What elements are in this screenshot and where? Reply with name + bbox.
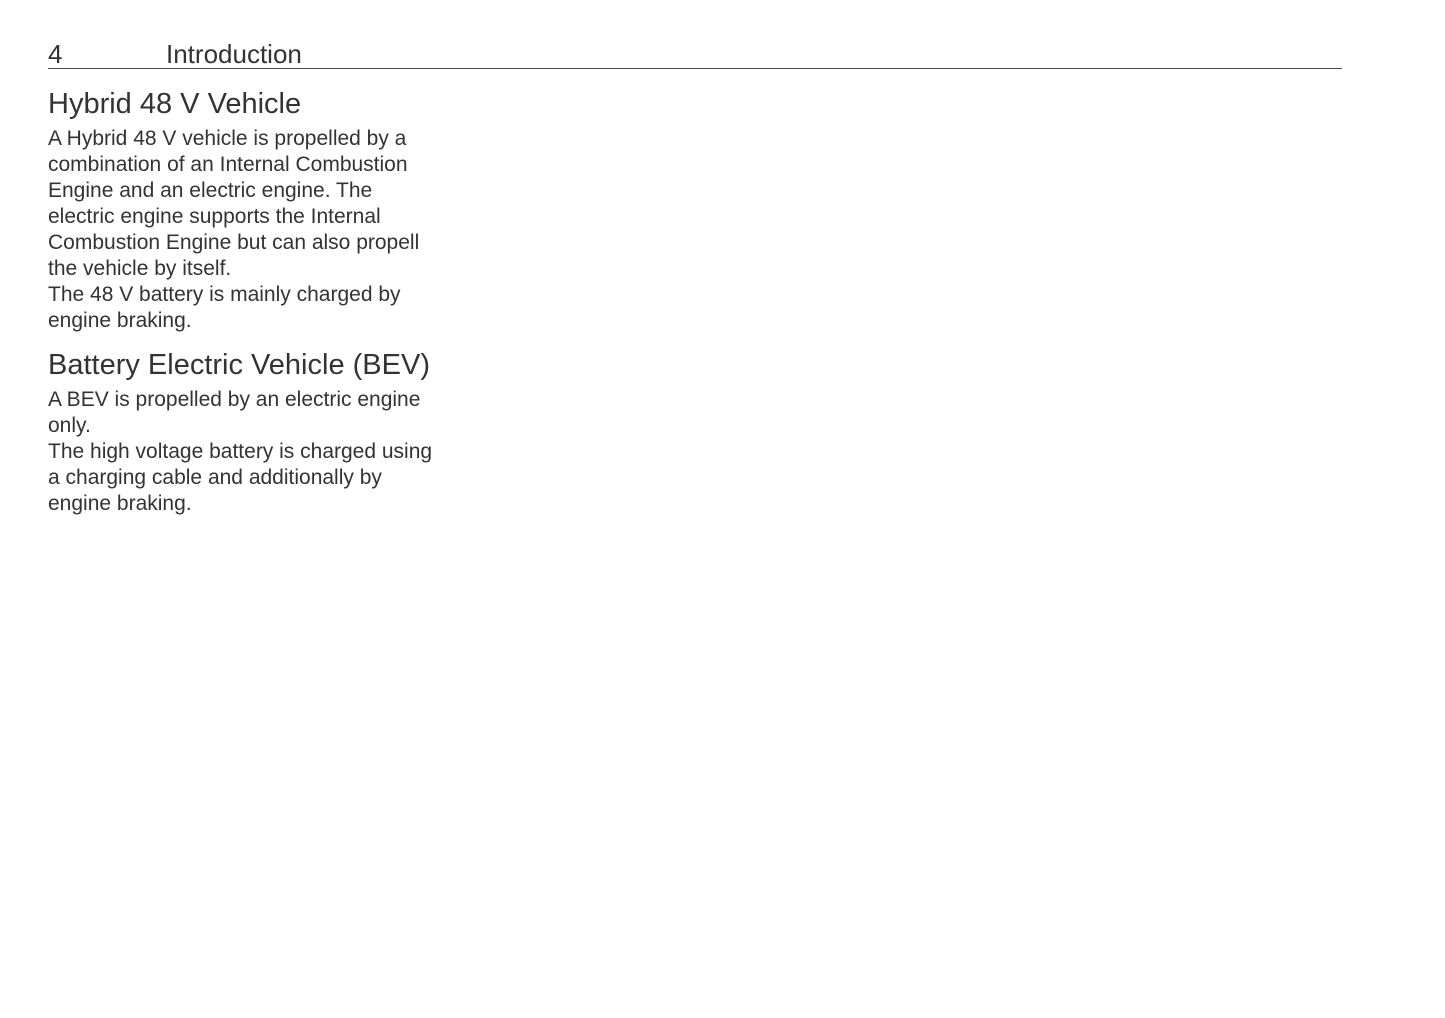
text-line: engine braking.: [48, 492, 192, 515]
page-header: [48, 38, 1342, 69]
text-line: engine braking.: [48, 309, 192, 332]
text-line: Engine and an electric engine. The: [48, 179, 373, 202]
page-number: 4: [48, 39, 63, 69]
text-line: the vehicle by itself.: [48, 257, 232, 280]
text-line: a charging cable and additionally by: [48, 466, 382, 489]
text-line: electric engine supports the Internal: [48, 205, 381, 228]
section-heading: Hybrid 48 V Vehicle: [48, 88, 302, 120]
text-column: [48, 86, 468, 530]
text-line: A Hybrid 48 V vehicle is propelled by a: [48, 127, 407, 150]
text-line: combination of an Internal Combustion: [48, 153, 408, 176]
text-line: Combustion Engine but can also propell: [48, 231, 420, 254]
paragraph: [48, 387, 468, 439]
section-hybrid-48v: [48, 86, 468, 334]
chapter-title: Introduction: [166, 39, 302, 69]
paragraph: [48, 282, 468, 334]
text-line: only.: [48, 414, 91, 437]
text-line: The high voltage battery is charged using: [48, 440, 433, 463]
text-line: The 48 V battery is mainly charged by: [48, 283, 401, 306]
text-line: A BEV is propelled by an electric engine: [48, 388, 421, 411]
paragraph: [48, 126, 468, 282]
section-bev: [48, 347, 468, 517]
paragraph: [48, 439, 468, 517]
section-heading: Battery Electric Vehicle (BEV): [48, 349, 430, 381]
